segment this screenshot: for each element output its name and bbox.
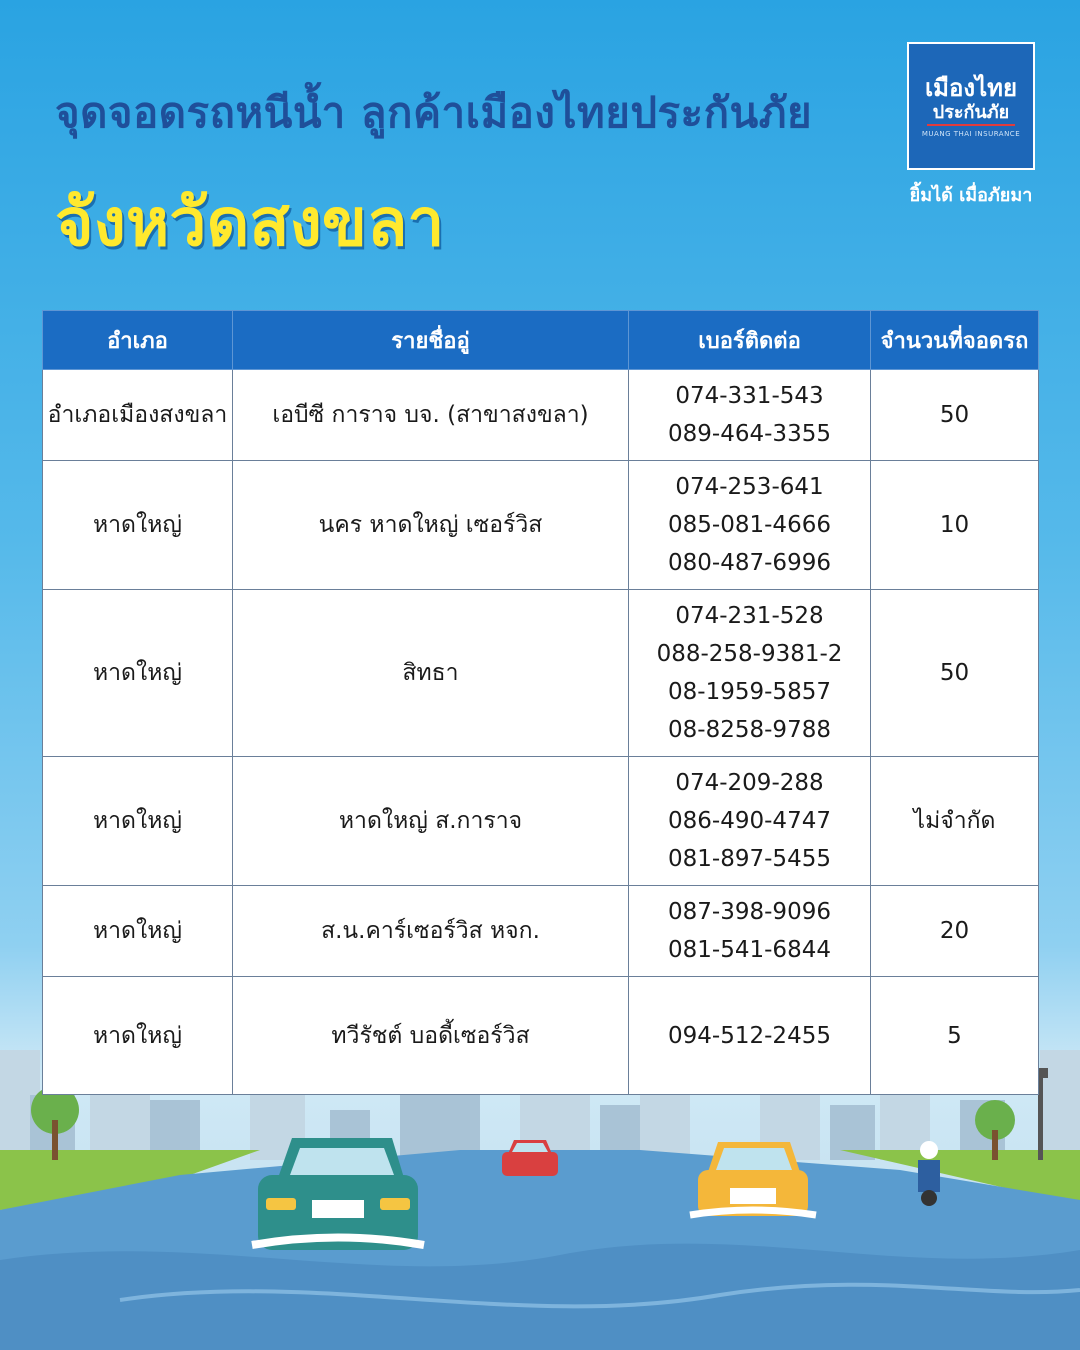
phone-number: 074-231-528 xyxy=(675,603,824,629)
phone-number: 085-081-4666 xyxy=(668,512,831,538)
muang-thai-logo xyxy=(907,42,1035,170)
phone-number: 081-897-5455 xyxy=(668,846,831,872)
phone-cell xyxy=(629,590,871,757)
phone-number: 089-464-3355 xyxy=(668,421,831,447)
phone-number: 094-512-2455 xyxy=(668,1022,831,1049)
phone-cell xyxy=(629,461,871,590)
col-header-phone: เบอร์ติดต่อ xyxy=(629,311,871,370)
district-cell: หาดใหญ่ xyxy=(43,461,233,590)
logo-line-2: ประกันภัย xyxy=(927,102,1015,126)
phone-number: 087-398-9096 xyxy=(668,899,831,925)
table-row xyxy=(43,977,1039,1095)
table-row xyxy=(43,370,1039,461)
garage-cell: ทวีรัชต์ บอดี้เซอร์วิส xyxy=(233,977,629,1095)
garage-cell: หาดใหญ่ ส.การาจ xyxy=(233,757,629,886)
logo-tagline: ยิ้มได้ เมื่อภัยมา xyxy=(909,185,1033,206)
district-cell: หาดใหญ่ xyxy=(43,886,233,977)
district-cell: หาดใหญ่ xyxy=(43,977,233,1095)
phone-number: 081-541-6844 xyxy=(668,937,831,963)
col-header-district: อำเภอ xyxy=(43,311,233,370)
province-title: จังหวัดสงขลา xyxy=(55,184,445,261)
capacity-cell: 50 xyxy=(871,370,1039,461)
table-row xyxy=(43,886,1039,977)
garage-cell: นคร หาดใหญ่ เซอร์วิส xyxy=(233,461,629,590)
table-row xyxy=(43,461,1039,590)
district-cell: หาดใหญ่ xyxy=(43,757,233,886)
phone-number: 08-8258-9788 xyxy=(668,717,831,743)
phone-number: 08-1959-5857 xyxy=(668,679,831,705)
capacity-cell: 50 xyxy=(871,590,1039,757)
logo-line-3: MUANG THAI INSURANCE xyxy=(921,130,1021,138)
garage-cell: สิทธา xyxy=(233,590,629,757)
capacity-cell: ไม่จำกัด xyxy=(871,757,1039,886)
garage-table xyxy=(42,310,1039,1095)
district-cell: หาดใหญ่ xyxy=(43,590,233,757)
garage-cell: เอบีซี การาจ บจ. (สาขาสงขลา) xyxy=(233,370,629,461)
district-cell: อำเภอเมืองสงขลา xyxy=(43,370,233,461)
phone-cell xyxy=(629,977,871,1095)
page-title: จุดจอดรถหนีน้ำ ลูกค้าเมืองไทยประกันภัย xyxy=(55,88,813,137)
phone-number: 080-487-6996 xyxy=(668,550,831,576)
col-header-capacity: จำนวนที่จอดรถ xyxy=(871,311,1039,370)
capacity-cell: 5 xyxy=(871,977,1039,1095)
col-header-garage: รายชื่ออู่ xyxy=(233,311,629,370)
phone-number: 088-258-9381-2 xyxy=(656,641,843,667)
phone-cell xyxy=(629,757,871,886)
phone-number: 086-490-4747 xyxy=(668,808,831,834)
phone-number: 074-331-543 xyxy=(675,383,824,409)
capacity-cell: 20 xyxy=(871,886,1039,977)
table-header-row xyxy=(43,311,1039,370)
garage-cell: ส.น.คาร์เซอร์วิส หจก. xyxy=(233,886,629,977)
phone-cell xyxy=(629,370,871,461)
phone-cell xyxy=(629,886,871,977)
table-row xyxy=(43,590,1039,757)
logo-line-1: เมืองไทย xyxy=(924,74,1018,102)
table-row xyxy=(43,757,1039,886)
phone-number: 074-209-288 xyxy=(675,770,824,796)
capacity-cell: 10 xyxy=(871,461,1039,590)
phone-number: 074-253-641 xyxy=(675,474,824,500)
